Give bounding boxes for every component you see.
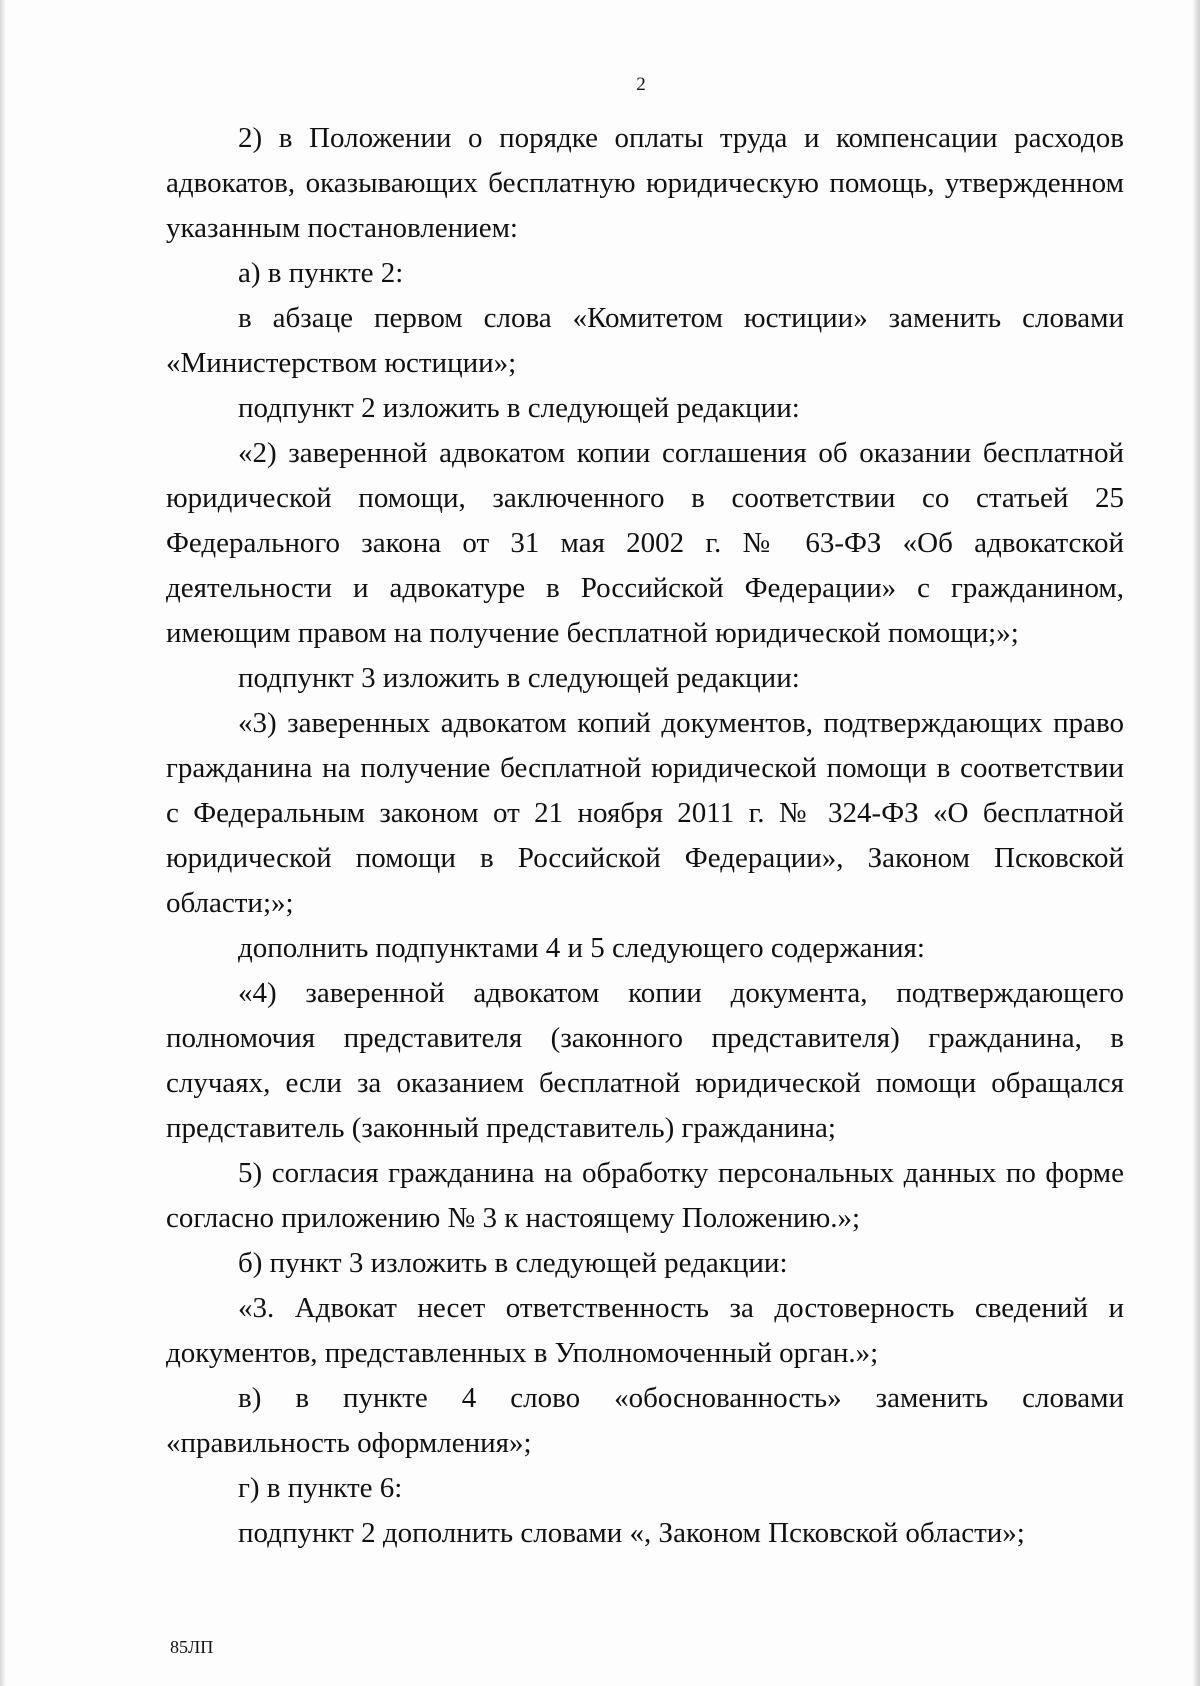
paragraph: «2) заверенной адвокатом копии соглашения об оказании бесплатной юридической помощи, заключенного в соответствии со статьей 25 Федерального закона от 31 мая 2002 г. № 63-ФЗ «Об адвокатской деятельности и адвокатуре в Российской Федерации» с гражданином, имеющим правом на получение бесплатной юридической помощи;»; bbox=[166, 437, 1124, 649]
scan-left-edge bbox=[0, 0, 6, 1686]
paragraph: в) в пункте 4 слово «обоснованность» заменить словами «правильность оформления»; bbox=[166, 1382, 1124, 1459]
paragraph: «4) заверенной адвокатом копии документа, подтверждающего полномочия представителя (законного представителя) гражданина, в случаях, если за оказанием бесплатной юридической помощи обращался представитель (законный представитель) гражданина; bbox=[166, 977, 1124, 1144]
paragraph: а) в пункте 2: bbox=[238, 257, 404, 289]
paragraph: «3. Адвокат несет ответственность за достоверность сведений и документов, представленных в Уполномоченный орган.»; bbox=[166, 1292, 1124, 1369]
paragraph: 5) согласия гражданина на обработку персональных данных по форме согласно приложению № 3 к настоящему Положению.»; bbox=[166, 1157, 1124, 1234]
paragraph: «3) заверенных адвокатом копий документов, подтверждающих право гражданина на получение бесплатной юридической помощи в соответствии с Федеральным законом от 21 ноября 2011 г. № 324-ФЗ «О бесплатной юридической помощи в Российской Федерации», Законом Псковской области;»; bbox=[166, 707, 1124, 919]
footer-document-code: 85ЛП bbox=[170, 1637, 214, 1657]
paragraph: г) в пункте 6: bbox=[238, 1472, 403, 1504]
paragraph: подпункт 3 изложить в следующей редакции: bbox=[238, 662, 800, 694]
paragraph: в абзаце первом слова «Комитетом юстиции» заменить словами «Министерством юстиции»; bbox=[166, 302, 1124, 379]
paragraph: 2) в Положении о порядке оплаты труда и компенсации расходов адвокатов, оказывающих бесплатную юридическую помощь, утвержденном указанным постановлением: bbox=[166, 122, 1124, 244]
paragraph: дополнить подпунктами 4 и 5 следующего содержания: bbox=[238, 932, 925, 964]
scan-right-edge bbox=[1192, 0, 1200, 1686]
document-body bbox=[166, 116, 1124, 1556]
page-number: 2 bbox=[636, 74, 646, 95]
paragraph: подпункт 2 дополнить словами «, Законом Псковской области»; bbox=[238, 1517, 1025, 1549]
paragraph: б) пункт 3 изложить в следующей редакции: bbox=[238, 1247, 788, 1279]
paragraph: подпункт 2 изложить в следующей редакции: bbox=[238, 392, 800, 424]
